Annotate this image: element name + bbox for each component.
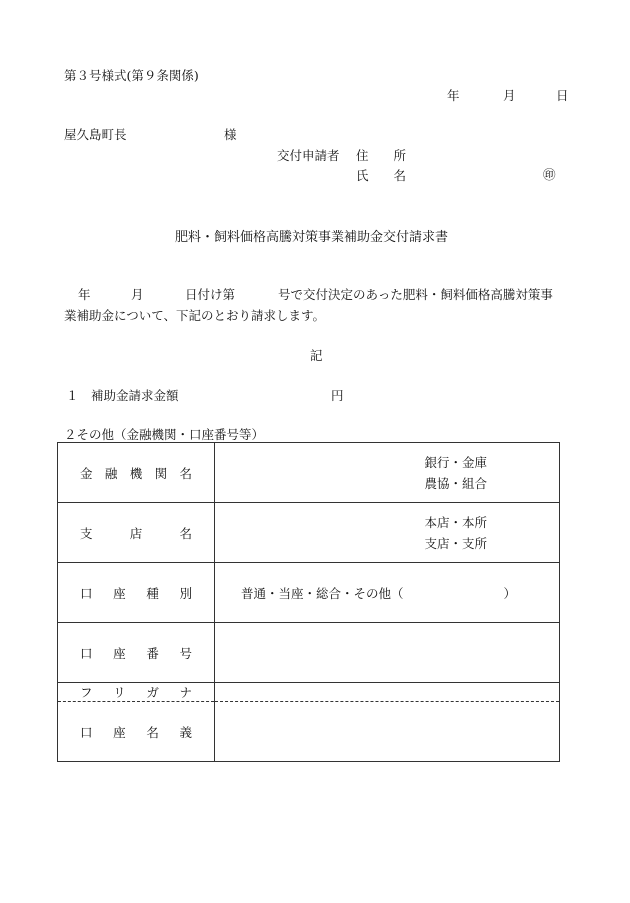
label-char: 口 — [80, 645, 93, 661]
furigana-field[interactable] — [215, 683, 560, 702]
section2-label: ２その他（金融機関・口座番号等） — [64, 427, 265, 442]
label-char: 号 — [179, 645, 192, 661]
branch-label — [58, 503, 215, 563]
label-char: 番 — [146, 645, 159, 661]
label-char: 店 — [129, 525, 143, 541]
label-char: 名 — [146, 724, 159, 740]
label-char: 名 — [179, 465, 192, 481]
addressee-name: 屋久島町長 — [64, 127, 127, 142]
account-type-row — [58, 563, 560, 623]
label-char: 義 — [179, 724, 192, 740]
branch-field[interactable] — [215, 503, 560, 563]
account-name-label — [58, 702, 215, 762]
label-char: ナ — [179, 685, 192, 700]
label-char: 口 — [80, 585, 93, 601]
applicant-name-label: 氏 名 — [356, 168, 407, 183]
label-char: 座 — [113, 724, 126, 740]
institution-option-bank: 銀行・金庫 — [424, 454, 487, 470]
section1-number: １ — [66, 388, 79, 403]
date-month: 月 — [503, 88, 516, 103]
label-char: 別 — [179, 585, 192, 601]
bank-info-table — [57, 442, 560, 762]
institution-row — [58, 443, 560, 503]
form-number: 第３号様式(第９条関係) — [64, 68, 199, 83]
account-name-field[interactable] — [215, 702, 560, 762]
account-type-close: ） — [503, 585, 517, 601]
section1-unit: 円 — [331, 388, 344, 403]
branch-option-branch: 支店・支所 — [424, 535, 487, 551]
label-char: 関 — [154, 465, 168, 481]
account-number-row — [58, 623, 560, 683]
label-char: 金 — [80, 465, 93, 481]
label-char: 座 — [113, 585, 126, 601]
furigana-row — [58, 683, 560, 702]
label-char: フ — [80, 685, 93, 700]
section1-label: 補助金請求金額 — [91, 388, 179, 403]
institution-field[interactable] — [215, 443, 560, 503]
ki-heading: 記 — [310, 348, 323, 363]
label-char: リ — [113, 685, 126, 700]
body-date-of: 日付け第 — [185, 287, 236, 302]
document-title: 肥料・飼料価格高騰対策事業補助金交付請求書 — [175, 230, 449, 245]
label-char: 口 — [80, 724, 93, 740]
institution-label — [58, 443, 215, 503]
account-number-field[interactable] — [215, 623, 560, 683]
institution-option-coop: 農協・組合 — [424, 475, 487, 491]
label-char: 名 — [179, 525, 192, 541]
date-day: 日 — [556, 88, 569, 103]
label-char: 支 — [80, 525, 93, 541]
body-month: 月 — [131, 287, 144, 302]
body-number-text: 号で交付決定のあった肥料・飼料価格高騰対策事 — [278, 287, 553, 302]
label-char: 種 — [146, 585, 159, 601]
branch-option-main: 本店・本所 — [424, 514, 487, 530]
account-number-label — [58, 623, 215, 683]
label-char: 座 — [113, 645, 126, 661]
label-char: 融 — [104, 465, 118, 481]
account-type-options: 普通・当座・総合・その他（ — [241, 585, 404, 601]
body-line2: 業補助金について、下記のとおり請求します。 — [64, 308, 326, 323]
applicant-label: 交付申請者 — [277, 148, 340, 163]
date-year: 年 — [447, 88, 460, 103]
label-char: 機 — [129, 465, 143, 481]
addressee-honorific: 様 — [224, 127, 237, 142]
applicant-address-label: 住 所 — [356, 148, 407, 163]
account-name-row — [58, 702, 560, 762]
furigana-label — [58, 683, 215, 702]
account-type-field[interactable] — [215, 563, 560, 623]
account-type-label — [58, 563, 215, 623]
seal-mark: ㊞ — [543, 167, 556, 182]
body-year: 年 — [78, 287, 91, 302]
branch-row — [58, 503, 560, 563]
label-char: ガ — [146, 685, 159, 700]
